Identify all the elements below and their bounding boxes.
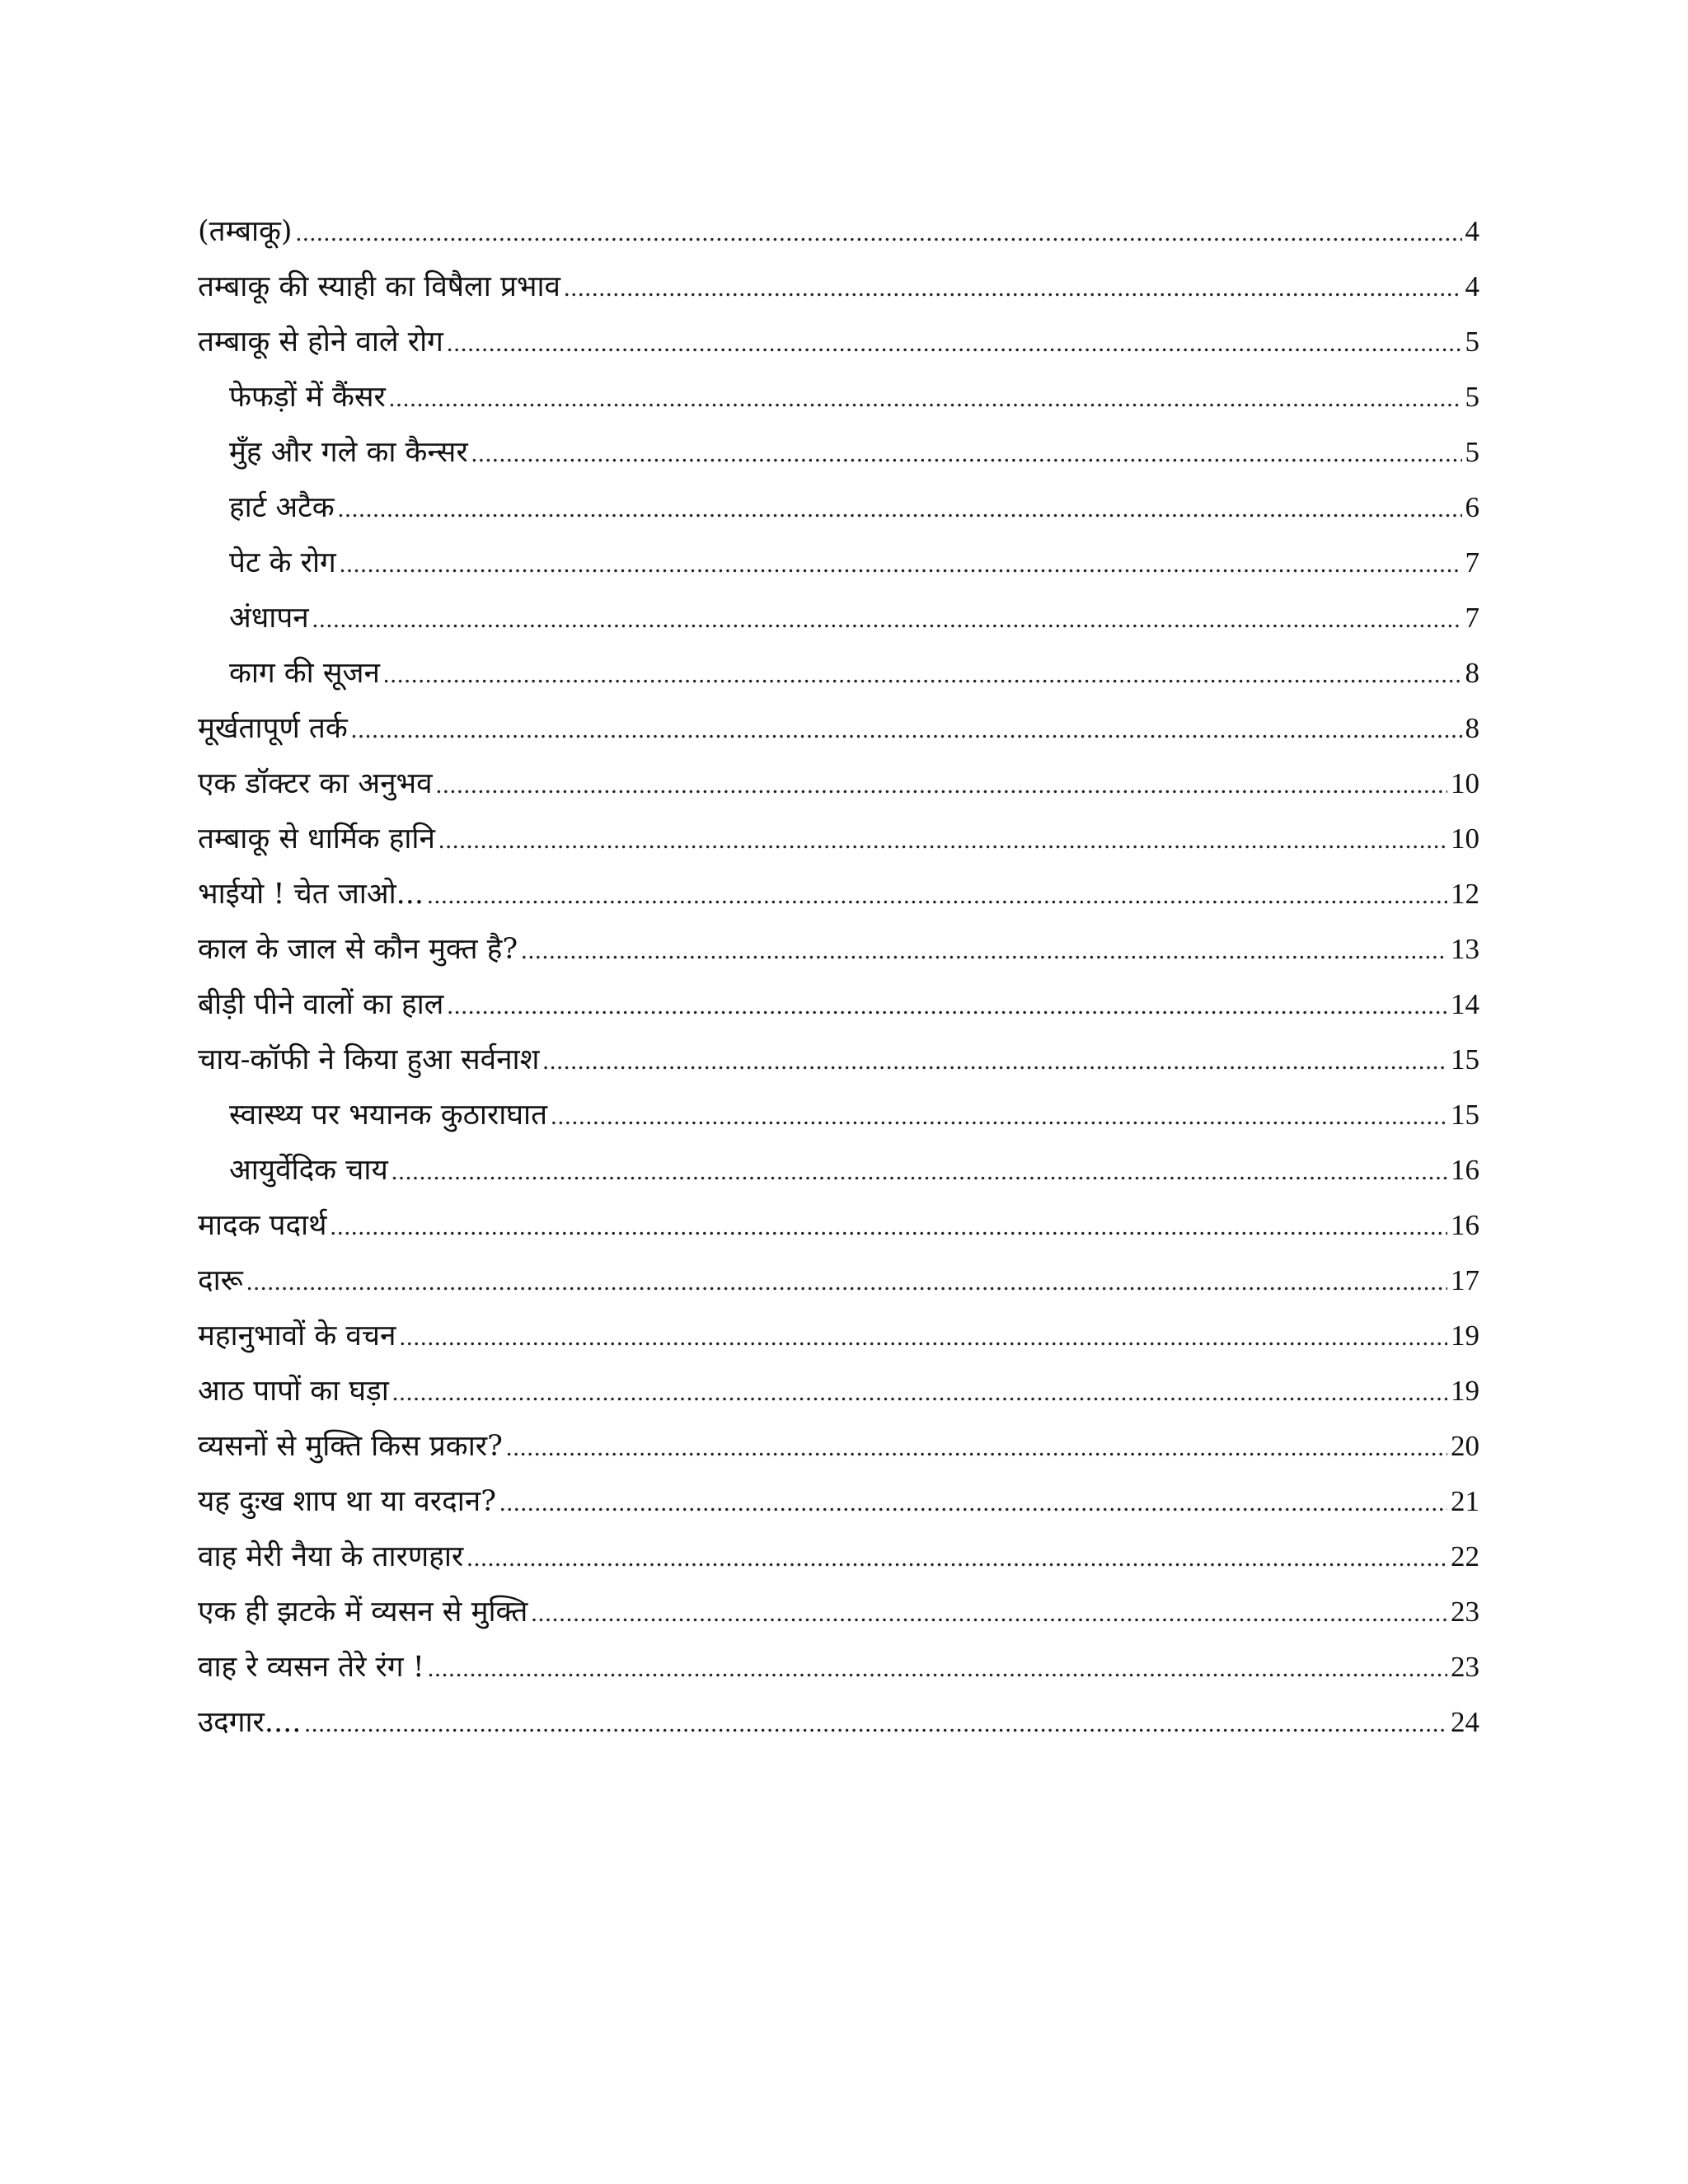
toc-entry-title: आयुर्वेदिक चाय [229,1154,388,1187]
toc-entry[interactable] [198,756,1479,811]
toc-dot-leader [312,592,1462,647]
toc-dot-leader [304,1696,1447,1751]
toc-entry[interactable] [198,1529,1479,1584]
toc-entry[interactable] [198,1308,1479,1363]
toc-entry-page-number: 23 [1451,1651,1479,1683]
toc-entry-title: एक ही झटके में व्यसन से मुक्ति [198,1596,528,1629]
toc-entry-title: मूर्खतापूर्ण तर्क [198,712,348,745]
toc-entry-page-number: 4 [1465,270,1479,302]
toc-entry-page-number: 24 [1451,1706,1479,1738]
toc-entry-title: वाह मेरी नैया के तारणहार [198,1540,464,1573]
toc-entry[interactable] [198,535,1479,590]
toc-entry[interactable] [198,1032,1479,1087]
toc-entry[interactable] [198,1694,1479,1750]
toc-dot-leader [428,1641,1447,1696]
toc-entry[interactable] [198,977,1479,1032]
toc-dot-leader [340,537,1462,592]
toc-entry-title: मुँह और गले का कैन्सर [229,436,468,469]
toc-entry-page-number: 5 [1465,326,1479,358]
toc-entry-page-number: 10 [1451,767,1479,799]
toc-entry-page-number: 7 [1465,546,1479,579]
toc-entry[interactable] [198,314,1479,369]
toc-entry-page-number: 23 [1451,1596,1479,1628]
toc-dot-leader [399,1310,1447,1365]
toc-entry[interactable] [198,811,1479,866]
toc-entry-title: तम्बाकू से धार्मिक हानि [198,823,435,855]
toc-dot-leader [351,702,1462,757]
toc-dot-leader [447,978,1447,1033]
toc-dot-leader [383,647,1462,702]
toc-dot-leader [531,1586,1447,1641]
toc-entry-title: फेफड़ों में कैंसर [229,381,386,414]
toc-entry[interactable] [198,480,1479,535]
toc-entry-page-number: 16 [1451,1154,1479,1186]
toc-entry-title: व्यसनों से मुक्ति किस प्रकार? [198,1430,503,1463]
toc-entry[interactable] [198,204,1479,259]
toc-entry-title: स्वास्थ्य पर भयानक कुठाराघात [229,1099,548,1132]
toc-entry[interactable] [198,1253,1479,1308]
toc-dot-leader [427,868,1447,923]
toc-entry[interactable] [198,1197,1479,1253]
toc-entry-page-number: 12 [1451,878,1479,910]
toc-entry[interactable] [198,701,1479,756]
toc-entry[interactable] [198,1639,1479,1694]
toc-entry-title: दारू [198,1264,243,1297]
toc-entry[interactable] [198,1584,1479,1639]
toc-dot-leader [499,1475,1447,1530]
toc-entry-title: पेट के रोग [229,546,336,579]
toc-entry-title: अंधापन [229,602,309,635]
toc-dot-leader [296,205,1462,260]
toc-entry-page-number: 19 [1451,1319,1479,1352]
toc-dot-leader [551,1089,1447,1144]
table-of-contents [198,204,1479,1750]
toc-entry[interactable] [198,424,1479,480]
toc-entry-page-number: 15 [1451,1043,1479,1076]
toc-entry[interactable] [198,866,1479,921]
toc-entry-title: काल के जाल से कौन मुक्त है? [198,933,518,966]
toc-entry-page-number: 8 [1465,657,1479,689]
toc-dot-leader [436,757,1447,813]
toc-entry[interactable] [198,1087,1479,1142]
toc-entry-title: हार्ट अटैक [229,491,335,524]
toc-entry-page-number: 10 [1451,823,1479,855]
toc-entry-page-number: 13 [1451,933,1479,965]
toc-dot-leader [338,481,1462,537]
toc-entry[interactable] [198,1142,1479,1197]
toc-entry-page-number: 5 [1465,436,1479,468]
toc-entry-title: महानुभावों के वचन [198,1319,396,1352]
toc-dot-leader [330,1199,1447,1254]
toc-entry-title: तम्बाकू की स्याही का विषैला प्रभाव [198,270,560,303]
toc-entry[interactable] [198,1363,1479,1418]
toc-entry[interactable] [198,369,1479,424]
toc-entry[interactable] [198,1418,1479,1474]
toc-entry-title: मादक पदार्थ [198,1209,327,1242]
toc-entry-title: आठ पापों का घड़ा [198,1375,389,1408]
toc-dot-leader [392,1144,1447,1199]
toc-entry-page-number: 22 [1451,1540,1479,1572]
toc-dot-leader [542,1033,1447,1089]
toc-entry-title: चाय-कॉफी ने किया हुआ सर्वनाश [198,1043,540,1076]
toc-entry-title: एक डॉक्टर का अनुभव [198,767,433,800]
toc-entry-title: उदगार.... [198,1706,302,1739]
toc-entry-page-number: 6 [1465,491,1479,523]
toc-dot-leader [506,1420,1447,1475]
toc-entry-page-number: 19 [1451,1375,1479,1407]
toc-dot-leader [389,371,1462,426]
toc-entry-title: काग की सूजन [229,657,380,690]
toc-dot-leader [246,1254,1447,1310]
toc-entry[interactable] [198,259,1479,314]
toc-entry-page-number: 5 [1465,381,1479,413]
toc-entry[interactable] [198,645,1479,701]
toc-entry-page-number: 7 [1465,602,1479,634]
toc-entry-title: बीड़ी पीने वालों का हाल [198,988,444,1021]
toc-entry-title: (तम्बाकू) [198,215,293,248]
toc-dot-leader [521,923,1447,978]
toc-dot-leader [471,426,1462,481]
toc-entry-page-number: 16 [1451,1209,1479,1241]
toc-dot-leader [564,260,1462,316]
toc-entry-page-number: 15 [1451,1099,1479,1131]
toc-entry-page-number: 8 [1465,712,1479,744]
toc-dot-leader [392,1365,1447,1420]
toc-entry-page-number: 4 [1465,215,1479,247]
toc-entry-page-number: 20 [1451,1430,1479,1462]
toc-entry-title: यह दुःख शाप था या वरदान? [198,1485,496,1518]
toc-entry-page-number: 17 [1451,1264,1479,1296]
toc-entry-title: भाईयो ! चेत जाओ... [198,878,424,911]
toc-entry-title: वाह रे व्यसन तेरे रंग ! [198,1651,424,1684]
toc-entry[interactable] [198,1474,1479,1529]
toc-entry[interactable] [198,921,1479,977]
toc-dot-leader [447,316,1462,371]
toc-entry-title: तम्बाकू से होने वाले रोग [198,326,443,359]
toc-entry[interactable] [198,590,1479,645]
toc-dot-leader [438,813,1447,868]
toc-entry-page-number: 14 [1451,988,1479,1020]
toc-entry-page-number: 21 [1451,1485,1479,1517]
toc-dot-leader [467,1530,1447,1586]
